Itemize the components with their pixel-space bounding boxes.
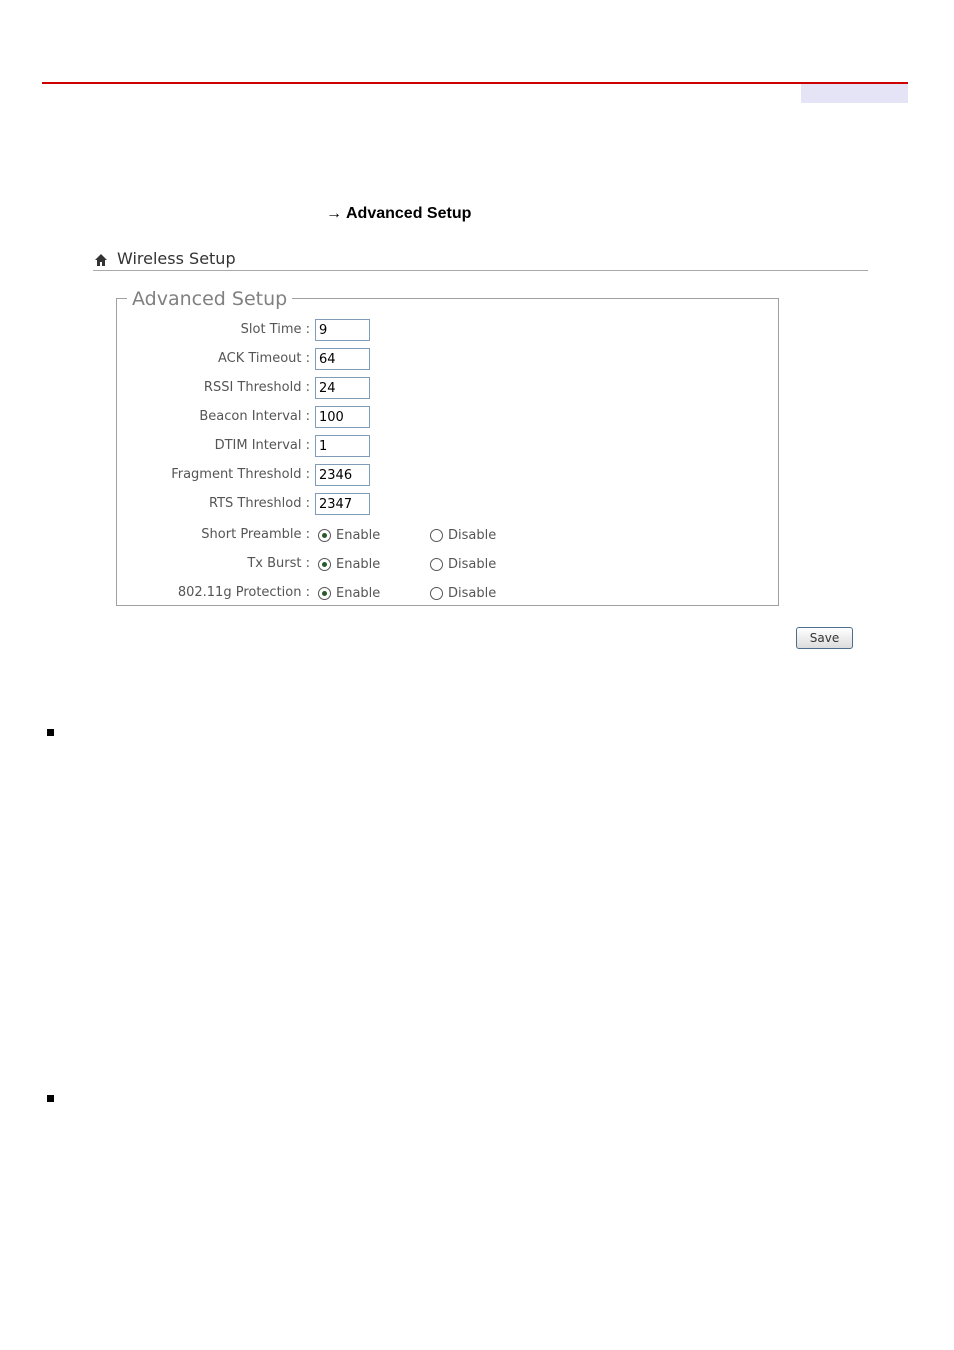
g-protection-disable-radio[interactable] <box>430 583 496 603</box>
radio-selected-icon <box>318 587 331 600</box>
beacon-interval-input[interactable] <box>315 406 370 428</box>
radio-label: Enable <box>336 585 381 601</box>
radio-selected-icon <box>318 558 331 571</box>
radio-label: Disable <box>448 585 497 601</box>
save-button[interactable]: Save <box>796 627 853 649</box>
breadcrumb-arrow: → <box>326 205 342 222</box>
beacon-interval-label: Beacon Interval : <box>199 409 310 424</box>
breadcrumb <box>326 205 471 223</box>
advanced-setup-panel <box>116 288 779 606</box>
section-header <box>93 249 868 271</box>
radio-label: Disable <box>448 556 497 572</box>
tx-burst-row <box>117 551 777 573</box>
panel-legend: Advanced Setup <box>127 288 292 310</box>
rts-threshold-label: RTS Threshlod : <box>209 496 310 511</box>
radio-label: Enable <box>336 527 381 543</box>
breadcrumb-current: Advanced Setup <box>346 205 472 222</box>
tx-burst-label: Tx Burst : <box>247 556 310 571</box>
page-title: Wireless Setup <box>117 249 236 268</box>
slot-time-label: Slot Time : <box>240 322 310 337</box>
rssi-threshold-label: RSSI Threshold : <box>203 380 310 395</box>
dtim-interval-input[interactable] <box>315 435 370 457</box>
short-preamble-enable-radio[interactable] <box>318 525 380 545</box>
g-protection-enable-radio[interactable] <box>318 583 380 603</box>
rssi-threshold-input[interactable] <box>315 377 370 399</box>
beacon-interval-row <box>117 406 777 428</box>
radio-selected-icon <box>318 529 331 542</box>
top-red-rule <box>42 82 908 84</box>
bullet-square-icon <box>47 729 54 736</box>
fragment-threshold-input[interactable] <box>315 464 370 486</box>
ack-timeout-label: ACK Timeout : <box>217 351 310 366</box>
g-protection-label: 802.11g Protection : <box>177 585 310 600</box>
fragment-threshold-label: Fragment Threshold : <box>171 467 310 482</box>
radio-unselected-icon <box>430 558 443 571</box>
radio-label: Disable <box>448 527 497 543</box>
tx-burst-disable-radio[interactable] <box>430 554 496 574</box>
slot-time-row <box>117 319 777 341</box>
tx-burst-enable-radio[interactable] <box>318 554 380 574</box>
rts-threshold-input[interactable] <box>315 493 370 515</box>
home-icon <box>95 254 107 266</box>
dtim-interval-row <box>117 435 777 457</box>
short-preamble-label: Short Preamble : <box>201 527 310 542</box>
fragment-threshold-row <box>117 464 777 486</box>
radio-unselected-icon <box>430 587 443 600</box>
short-preamble-disable-radio[interactable] <box>430 525 496 545</box>
rts-threshold-row <box>117 493 777 515</box>
slot-time-input[interactable] <box>315 319 370 341</box>
bullet-square-icon <box>47 1095 54 1102</box>
ack-timeout-row <box>117 348 777 370</box>
radio-label: Enable <box>336 556 381 572</box>
rssi-threshold-row <box>117 377 777 399</box>
dtim-interval-label: DTIM Interval : <box>214 438 310 453</box>
radio-unselected-icon <box>430 529 443 542</box>
short-preamble-row <box>117 522 777 544</box>
top-tab-block <box>801 84 908 103</box>
ack-timeout-input[interactable] <box>315 348 370 370</box>
g-protection-row <box>117 580 777 602</box>
